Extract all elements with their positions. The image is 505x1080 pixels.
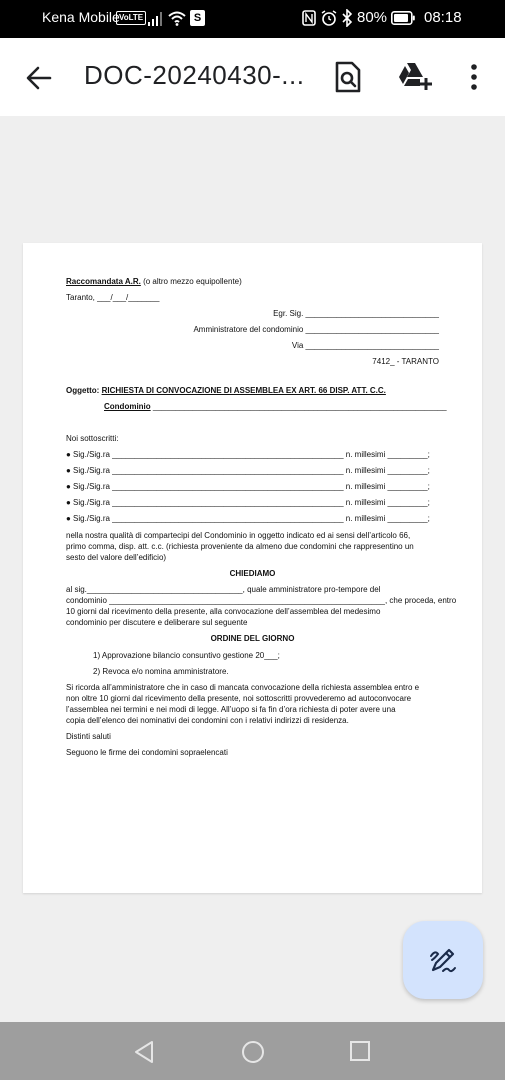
arrow-back-icon[interactable] <box>24 63 54 93</box>
request-paragraph-line: condominio per discutere e deliberare sul seguente <box>66 618 248 627</box>
signer-row: ● Sig./Sig.ra ____________________________________________________ n. millesimi _________; <box>66 466 430 475</box>
signers-intro: Noi sottoscritti: <box>66 434 119 443</box>
addressee-line: Egr. Sig. ______________________________ <box>273 309 439 318</box>
administrator-line: Amministratore del condominio ______________________________ <box>193 325 439 334</box>
signer-row: ● Sig./Sig.ra ____________________________________________________ n. millesimi _________; <box>66 514 430 523</box>
request-paragraph-line: al sig.___________________________________, quale amministratore pro-tempore del <box>66 585 381 594</box>
nav-home-icon[interactable] <box>241 1040 265 1064</box>
system-navigation-bar <box>0 1022 505 1080</box>
city-line: 7412_ - TARANTO <box>372 357 439 366</box>
app-bar <box>0 38 505 116</box>
document-title: DOC-20240430-... <box>84 60 305 90</box>
nav-recents-icon[interactable] <box>349 1040 371 1062</box>
status-bar <box>0 0 505 38</box>
carrier-name: Kena Mobile <box>42 9 120 25</box>
app-notification-badge: S <box>190 10 205 26</box>
volte-badge: VoLTE <box>116 11 146 25</box>
alarm-icon <box>321 10 337 26</box>
raccomandata-note: (o altro mezzo equipollente) <box>140 277 242 286</box>
raccomandata-label: Raccomandata A.R. <box>66 277 141 286</box>
more-vert-icon[interactable] <box>466 62 482 92</box>
agenda-item: 1) Approvazione bilancio consuntivo gestione 20___; <box>93 651 280 660</box>
date-line: Taranto, ___/___/_______ <box>66 293 160 302</box>
nav-back-icon[interactable] <box>133 1040 155 1064</box>
add-to-drive-icon[interactable] <box>398 61 432 91</box>
find-in-page-icon[interactable] <box>334 61 362 93</box>
qualita-paragraph-line: nella nostra qualità di compartecipi del Condominio in oggetto indicato ed ai sensi dell’articolo 66, <box>66 531 411 540</box>
signatures-note: Seguono le firme dei condomini sopraelencati <box>66 748 228 757</box>
signer-row: ● Sig./Sig.ra ____________________________________________________ n. millesimi _________; <box>66 482 430 491</box>
battery-icon <box>391 11 415 25</box>
reminder-paragraph-line: copia dell’elenco dei nominativi dei condomini con i relativi indirizzi di residenza. <box>66 716 349 725</box>
request-paragraph-line: condominio ______________________________________________________________, che proceda, entro <box>66 596 457 605</box>
agenda-heading: ORDINE DEL GIORNO <box>210 634 295 643</box>
bluetooth-icon <box>341 9 353 27</box>
edit-signature-icon <box>429 946 457 974</box>
agenda-item: 2) Revoca e/o nomina amministratore. <box>93 667 229 676</box>
qualita-paragraph-line: primo comma, disp. att. c.c. (richiesta proveniente da almeno due condomini che rappresentino un <box>66 542 414 551</box>
reminder-paragraph-line: non oltre 10 giorni dal ricevimento della presente, noi sottoscritti provvederemo ad autoconvocare <box>66 694 412 703</box>
document-page <box>23 243 482 893</box>
signer-row: ● Sig./Sig.ra ____________________________________________________ n. millesimi _________; <box>66 450 430 459</box>
signer-row: ● Sig./Sig.ra ____________________________________________________ n. millesimi _________; <box>66 498 430 507</box>
request-paragraph-line: 10 giorni dal ricevimento della presente, alla convocazione dell’assemblea del medesimo <box>66 607 381 616</box>
subject-text: RICHIESTA DI CONVOCAZIONE DI ASSEMBLEA EX ART. 66 DISP. ATT. C.C. <box>101 386 386 395</box>
clock: 08:18 <box>424 9 462 26</box>
chiediamo-heading: CHIEDIAMO <box>229 569 276 578</box>
qualita-paragraph-line: sesto del valore dell’edificio) <box>66 553 167 562</box>
nfc-icon <box>302 10 316 26</box>
reminder-paragraph-line: Si ricorda all’amministratore che in caso di mancata convocazione della richiesta assemblea entro e <box>66 683 420 692</box>
condominium-blank: __________________________________________________________________ <box>152 402 447 411</box>
closing-greeting: Distinti saluti <box>66 732 111 741</box>
via-line: Via ______________________________ <box>291 341 439 350</box>
signal-icon <box>148 12 164 26</box>
subject-label: Oggetto: <box>66 386 100 395</box>
condominium-line <box>104 402 447 412</box>
header-line <box>66 277 242 287</box>
condominium-label: Condominio <box>104 402 151 411</box>
reminder-paragraph-line: l’assemblea nei termini e nei modi di legge. All’uopo si fa fin d’ora richiesta di poter avere una <box>66 705 396 714</box>
subject-line <box>66 386 386 396</box>
wifi-icon <box>168 11 186 26</box>
sign-document-button[interactable] <box>403 921 483 999</box>
battery-percent: 80% <box>357 9 388 26</box>
